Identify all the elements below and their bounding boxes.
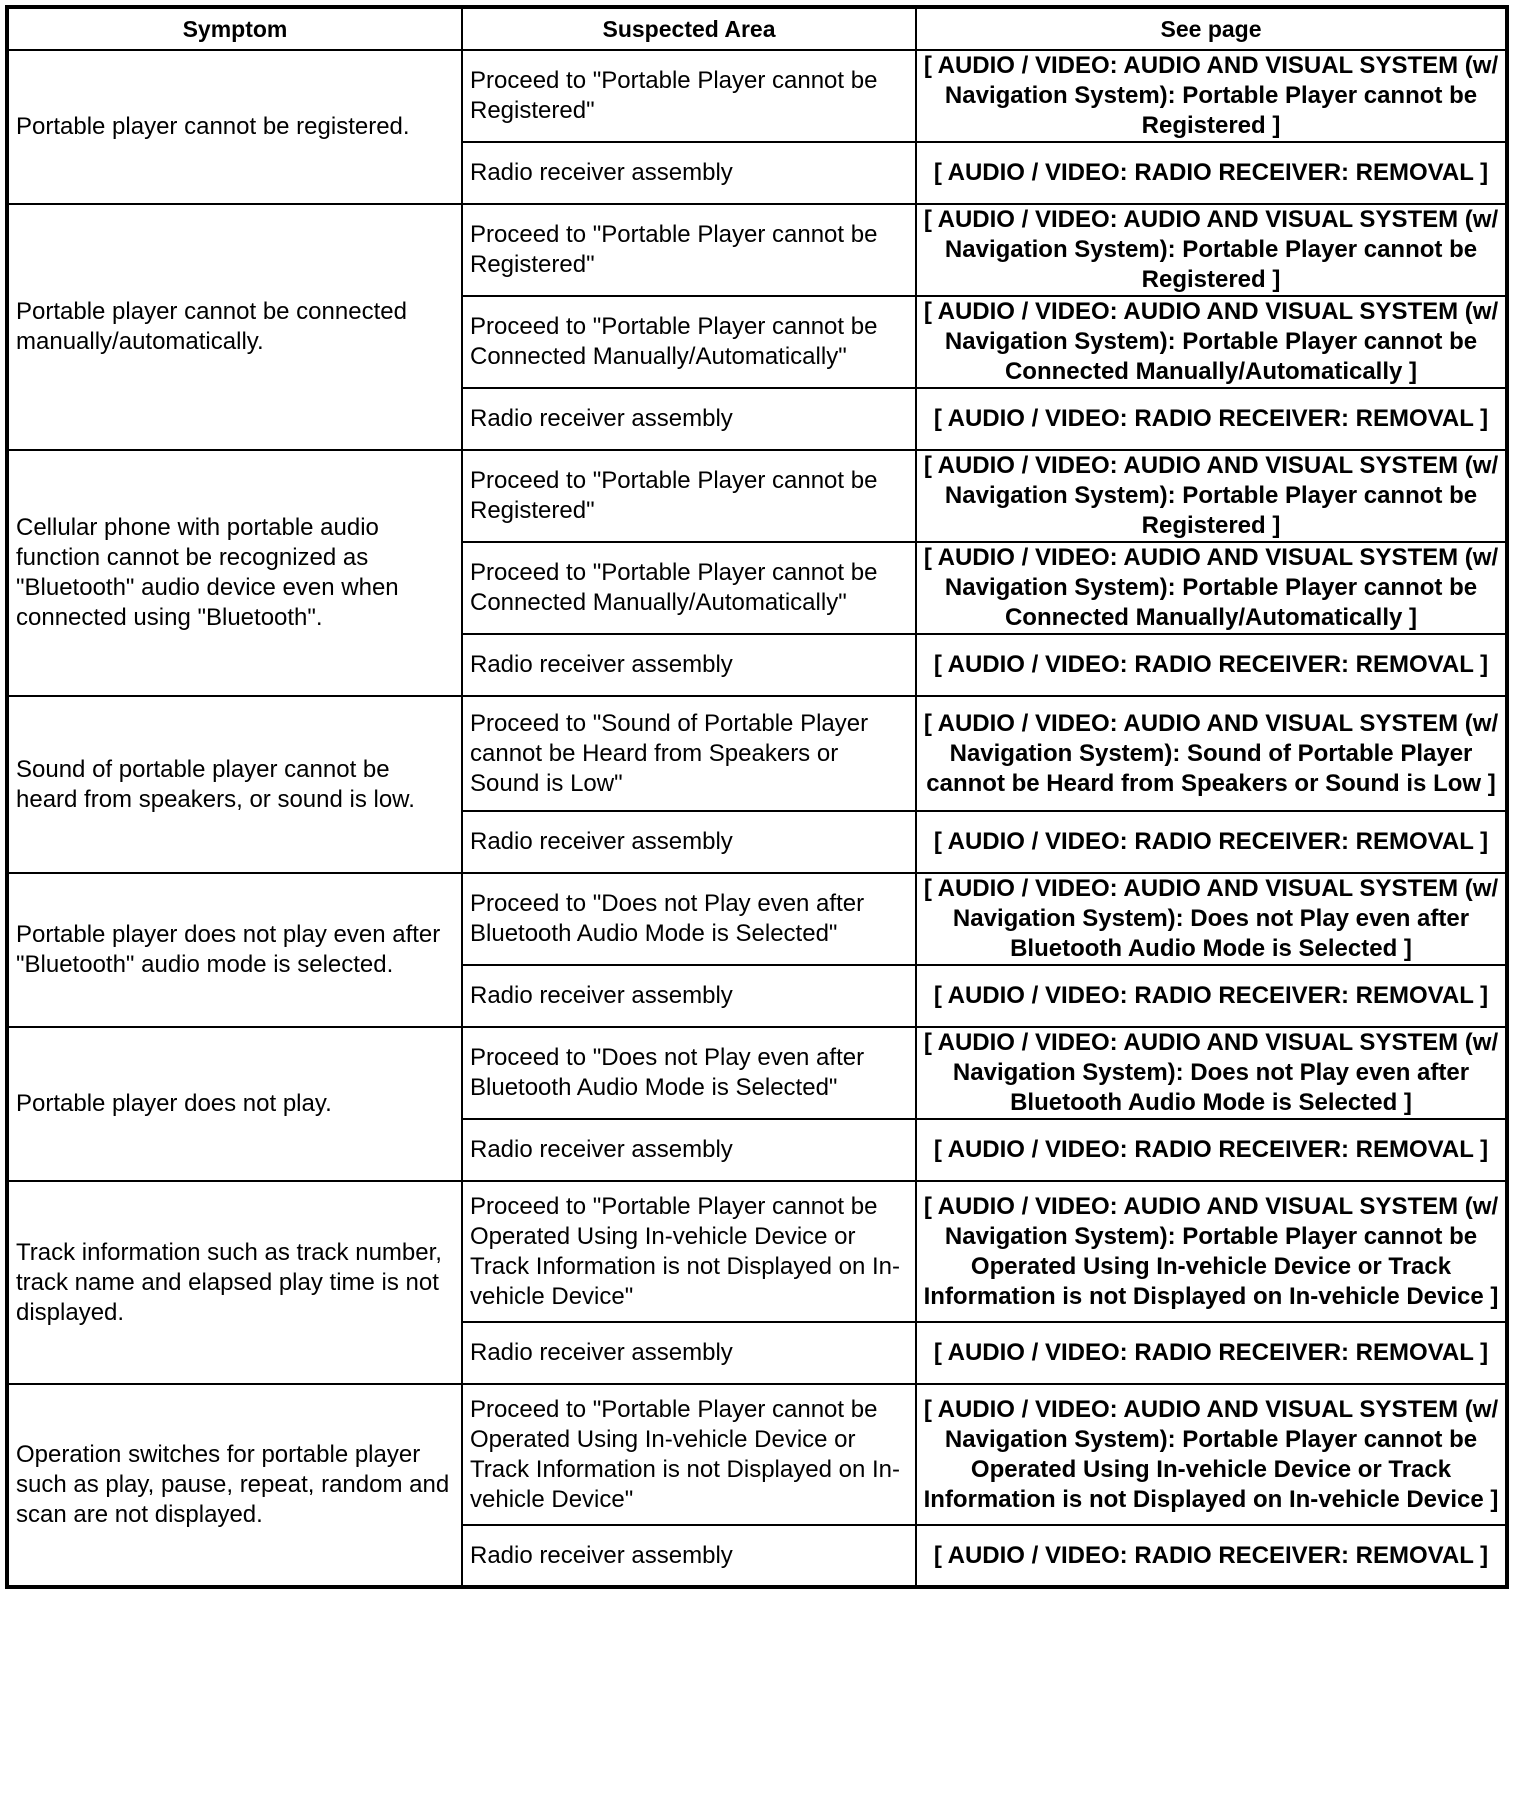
see-page-link[interactable]: [ AUDIO / VIDEO: RADIO RECEIVER: REMOVAL ] (916, 142, 1507, 204)
suspected-area-cell: Proceed to "Portable Player cannot be Registered" (462, 50, 916, 142)
troubleshooting-table (5, 5, 1509, 1589)
table-row (7, 696, 1507, 811)
header-row (7, 7, 1507, 50)
see-page-link[interactable]: [ AUDIO / VIDEO: RADIO RECEIVER: REMOVAL ] (916, 1525, 1507, 1587)
suspected-area-cell: Radio receiver assembly (462, 1322, 916, 1384)
header-symptom: Symptom (7, 7, 462, 50)
see-page-link[interactable]: [ AUDIO / VIDEO: RADIO RECEIVER: REMOVAL ] (916, 811, 1507, 873)
suspected-area-cell: Proceed to "Portable Player cannot be Registered" (462, 204, 916, 296)
table-row (7, 1181, 1507, 1322)
header-see-page: See page (916, 7, 1507, 50)
table-row (7, 873, 1507, 965)
symptom-cell: Portable player cannot be connected manually/automatically. (7, 204, 462, 450)
see-page-link[interactable]: [ AUDIO / VIDEO: AUDIO AND VISUAL SYSTEM (w/ Navigation System): Portable Player cannot be Connected Manually/Automatically ] (916, 542, 1507, 634)
suspected-area-cell: Proceed to "Portable Player cannot be Connected Manually/Automatically" (462, 296, 916, 388)
suspected-area-cell: Radio receiver assembly (462, 811, 916, 873)
header-suspected-area: Suspected Area (462, 7, 916, 50)
symptom-cell: Cellular phone with portable audio function cannot be recognized as "Bluetooth" audio device even when connected using "Bluetooth". (7, 450, 462, 696)
suspected-area-cell: Proceed to "Portable Player cannot be Connected Manually/Automatically" (462, 542, 916, 634)
see-page-link[interactable]: [ AUDIO / VIDEO: AUDIO AND VISUAL SYSTEM (w/ Navigation System): Portable Player cannot be Registered ] (916, 450, 1507, 542)
symptom-cell: Track information such as track number, track name and elapsed play time is not displayed. (7, 1181, 462, 1384)
table-row (7, 1027, 1507, 1119)
suspected-area-cell: Proceed to "Portable Player cannot be Operated Using In-vehicle Device or Track Information is not Displayed on In-vehicle Device" (462, 1384, 916, 1525)
document-page (5, 5, 1509, 1589)
see-page-link[interactable]: [ AUDIO / VIDEO: AUDIO AND VISUAL SYSTEM (w/ Navigation System): Portable Player cannot be Registered ] (916, 50, 1507, 142)
see-page-link[interactable]: [ AUDIO / VIDEO: AUDIO AND VISUAL SYSTEM (w/ Navigation System): Portable Player cannot be Connected Manually/Automatically ] (916, 296, 1507, 388)
table-row (7, 450, 1507, 542)
symptom-cell: Sound of portable player cannot be heard from speakers, or sound is low. (7, 696, 462, 873)
suspected-area-cell: Radio receiver assembly (462, 965, 916, 1027)
symptom-cell: Operation switches for portable player such as play, pause, repeat, random and scan are not displayed. (7, 1384, 462, 1587)
see-page-link[interactable]: [ AUDIO / VIDEO: AUDIO AND VISUAL SYSTEM (w/ Navigation System): Portable Player cannot be Registered ] (916, 204, 1507, 296)
suspected-area-cell: Proceed to "Does not Play even after Bluetooth Audio Mode is Selected" (462, 1027, 916, 1119)
suspected-area-cell: Proceed to "Sound of Portable Player cannot be Heard from Speakers or Sound is Low" (462, 696, 916, 811)
see-page-link[interactable]: [ AUDIO / VIDEO: RADIO RECEIVER: REMOVAL ] (916, 1119, 1507, 1181)
see-page-link[interactable]: [ AUDIO / VIDEO: RADIO RECEIVER: REMOVAL ] (916, 388, 1507, 450)
table-row (7, 204, 1507, 296)
table-row (7, 1384, 1507, 1525)
suspected-area-cell: Radio receiver assembly (462, 142, 916, 204)
table-body (7, 50, 1507, 1587)
see-page-link[interactable]: [ AUDIO / VIDEO: AUDIO AND VISUAL SYSTEM (w/ Navigation System): Portable Player cannot be Operated Using In-vehicle Device or Track Information is not Displayed on In-vehicle Device ] (916, 1384, 1507, 1525)
symptom-cell: Portable player does not play. (7, 1027, 462, 1181)
see-page-link[interactable]: [ AUDIO / VIDEO: AUDIO AND VISUAL SYSTEM (w/ Navigation System): Sound of Portable Player cannot be Heard from Speakers or Sound is Low ] (916, 696, 1507, 811)
see-page-link[interactable]: [ AUDIO / VIDEO: RADIO RECEIVER: REMOVAL ] (916, 634, 1507, 696)
suspected-area-cell: Radio receiver assembly (462, 634, 916, 696)
suspected-area-cell: Proceed to "Portable Player cannot be Operated Using In-vehicle Device or Track Information is not Displayed on In-vehicle Device" (462, 1181, 916, 1322)
suspected-area-cell: Radio receiver assembly (462, 1119, 916, 1181)
suspected-area-cell: Proceed to "Portable Player cannot be Registered" (462, 450, 916, 542)
symptom-cell: Portable player cannot be registered. (7, 50, 462, 204)
suspected-area-cell: Radio receiver assembly (462, 388, 916, 450)
suspected-area-cell: Proceed to "Does not Play even after Bluetooth Audio Mode is Selected" (462, 873, 916, 965)
see-page-link[interactable]: [ AUDIO / VIDEO: RADIO RECEIVER: REMOVAL ] (916, 965, 1507, 1027)
see-page-link[interactable]: [ AUDIO / VIDEO: AUDIO AND VISUAL SYSTEM (w/ Navigation System): Does not Play even after Bluetooth Audio Mode is Selected ] (916, 873, 1507, 965)
table-row (7, 50, 1507, 142)
symptom-cell: Portable player does not play even after "Bluetooth" audio mode is selected. (7, 873, 462, 1027)
see-page-link[interactable]: [ AUDIO / VIDEO: RADIO RECEIVER: REMOVAL ] (916, 1322, 1507, 1384)
suspected-area-cell: Radio receiver assembly (462, 1525, 916, 1587)
see-page-link[interactable]: [ AUDIO / VIDEO: AUDIO AND VISUAL SYSTEM (w/ Navigation System): Does not Play even after Bluetooth Audio Mode is Selected ] (916, 1027, 1507, 1119)
see-page-link[interactable]: [ AUDIO / VIDEO: AUDIO AND VISUAL SYSTEM (w/ Navigation System): Portable Player cannot be Operated Using In-vehicle Device or Track Information is not Displayed on In-vehicle Device ] (916, 1181, 1507, 1322)
